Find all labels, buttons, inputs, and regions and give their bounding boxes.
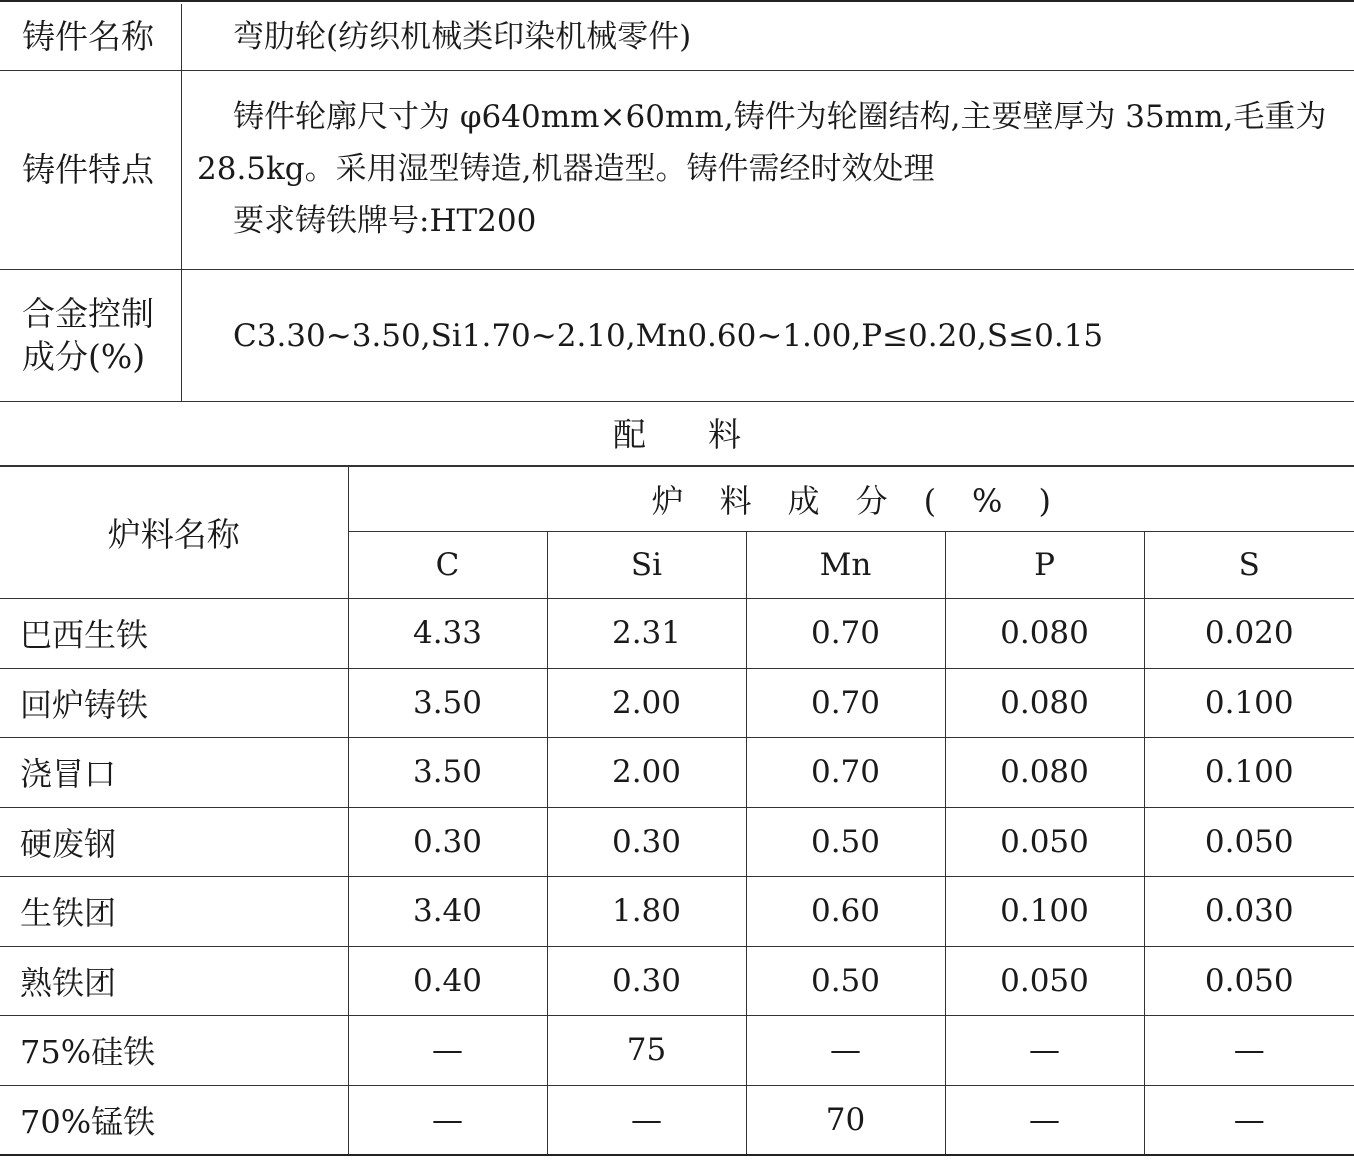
value-cell: 0.050 [945, 807, 1144, 877]
value-cell: 0.30 [348, 807, 547, 877]
value-cell: 0.050 [1144, 946, 1354, 1016]
value-cell: — [348, 1085, 547, 1155]
material-name-cell: 巴西生铁 [0, 599, 348, 669]
value-cell: — [547, 1085, 746, 1155]
column-header-c: C [348, 532, 547, 599]
material-name-cell: 生铁团 [0, 877, 348, 947]
value-cell: 3.50 [348, 668, 547, 738]
table-header-row-1 [0, 467, 1354, 532]
value-cell: 0.030 [1144, 877, 1354, 947]
material-name-cell: 75%硅铁 [0, 1016, 348, 1086]
value-cell: — [945, 1085, 1144, 1155]
value-cell: 2.00 [547, 738, 746, 808]
value-cell: 75 [547, 1016, 746, 1086]
value-cell: 0.100 [1144, 668, 1354, 738]
value-cell: 0.60 [746, 877, 945, 947]
material-name-cell: 硬废钢 [0, 807, 348, 877]
value-cell: 0.70 [746, 738, 945, 808]
casting-name-row [0, 4, 1354, 71]
alloy-composition-row [0, 270, 1354, 402]
value-cell: 0.30 [547, 946, 746, 1016]
casting-info-block [0, 0, 1354, 376]
material-name-cell: 回炉铸铁 [0, 668, 348, 738]
table-row [0, 668, 1354, 738]
table-row [0, 738, 1354, 808]
material-name-header: 炉料名称 [0, 467, 348, 599]
material-name-cell: 熟铁团 [0, 946, 348, 1016]
value-cell: 2.31 [547, 599, 746, 669]
table-row [0, 1085, 1354, 1155]
material-name-cell: 浇冒口 [0, 738, 348, 808]
value-cell: 0.30 [547, 807, 746, 877]
value-cell: — [348, 1016, 547, 1086]
casting-features-label: 铸件特点 [0, 71, 182, 269]
value-cell: 4.33 [348, 599, 547, 669]
features-line-2: 28.5kg。采用湿型铸造,机器造型。铸件需经时效处理 [197, 151, 935, 187]
alloy-label-line-1: 合金控制 [22, 293, 154, 333]
casting-features-value [183, 71, 1354, 269]
value-cell: 0.020 [1144, 599, 1354, 669]
value-cell: 0.050 [1144, 807, 1354, 877]
value-cell: 0.100 [1144, 738, 1354, 808]
casting-name-label: 铸件名称 [0, 4, 182, 70]
value-cell: 0.100 [945, 877, 1144, 947]
value-cell: 0.70 [746, 668, 945, 738]
value-cell: 3.50 [348, 738, 547, 808]
alloy-composition-label [0, 270, 182, 401]
value-cell: — [1144, 1085, 1354, 1155]
casting-name-value: 弯肋轮(纺织机械类印染机械零件) [233, 19, 692, 55]
table-row [0, 877, 1354, 947]
table-row [0, 946, 1354, 1016]
alloy-label-line-2: 成分(%) [22, 336, 146, 376]
column-header-p: P [945, 532, 1144, 599]
composition-group-header: 炉料成分(%) [348, 467, 1354, 532]
casting-features-row [0, 71, 1354, 270]
column-header-s: S [1144, 532, 1354, 599]
value-cell: — [945, 1016, 1144, 1086]
value-cell: 70 [746, 1085, 945, 1155]
column-header-mn: Mn [746, 532, 945, 599]
value-cell: — [1144, 1016, 1354, 1086]
batching-section-title: 配料 [0, 400, 1354, 466]
features-line-3: 要求铸铁牌号:HT200 [233, 203, 537, 239]
value-cell: — [746, 1016, 945, 1086]
alloy-composition-value: C3.30~3.50,Si1.70~2.10,Mn0.60~1.00,P≤0.20,S≤0.15 [233, 317, 1104, 354]
charge-material-table [0, 466, 1354, 1156]
value-cell: 0.080 [945, 668, 1144, 738]
value-cell: 0.50 [746, 946, 945, 1016]
material-name-cell: 70%锰铁 [0, 1085, 348, 1155]
value-cell: 0.70 [746, 599, 945, 669]
table-row [0, 599, 1354, 669]
value-cell: 2.00 [547, 668, 746, 738]
table-row [0, 1016, 1354, 1086]
column-header-si: Si [547, 532, 746, 599]
table-row [0, 807, 1354, 877]
value-cell: 0.080 [945, 599, 1144, 669]
value-cell: 3.40 [348, 877, 547, 947]
value-cell: 0.50 [746, 807, 945, 877]
value-cell: 0.080 [945, 738, 1144, 808]
value-cell: 0.40 [348, 946, 547, 1016]
value-cell: 0.050 [945, 946, 1144, 1016]
features-line-1: 铸件轮廓尺寸为 φ640mm×60mm,铸件为轮圈结构,主要壁厚为 35mm,毛重为 [233, 99, 1327, 135]
value-cell: 1.80 [547, 877, 746, 947]
